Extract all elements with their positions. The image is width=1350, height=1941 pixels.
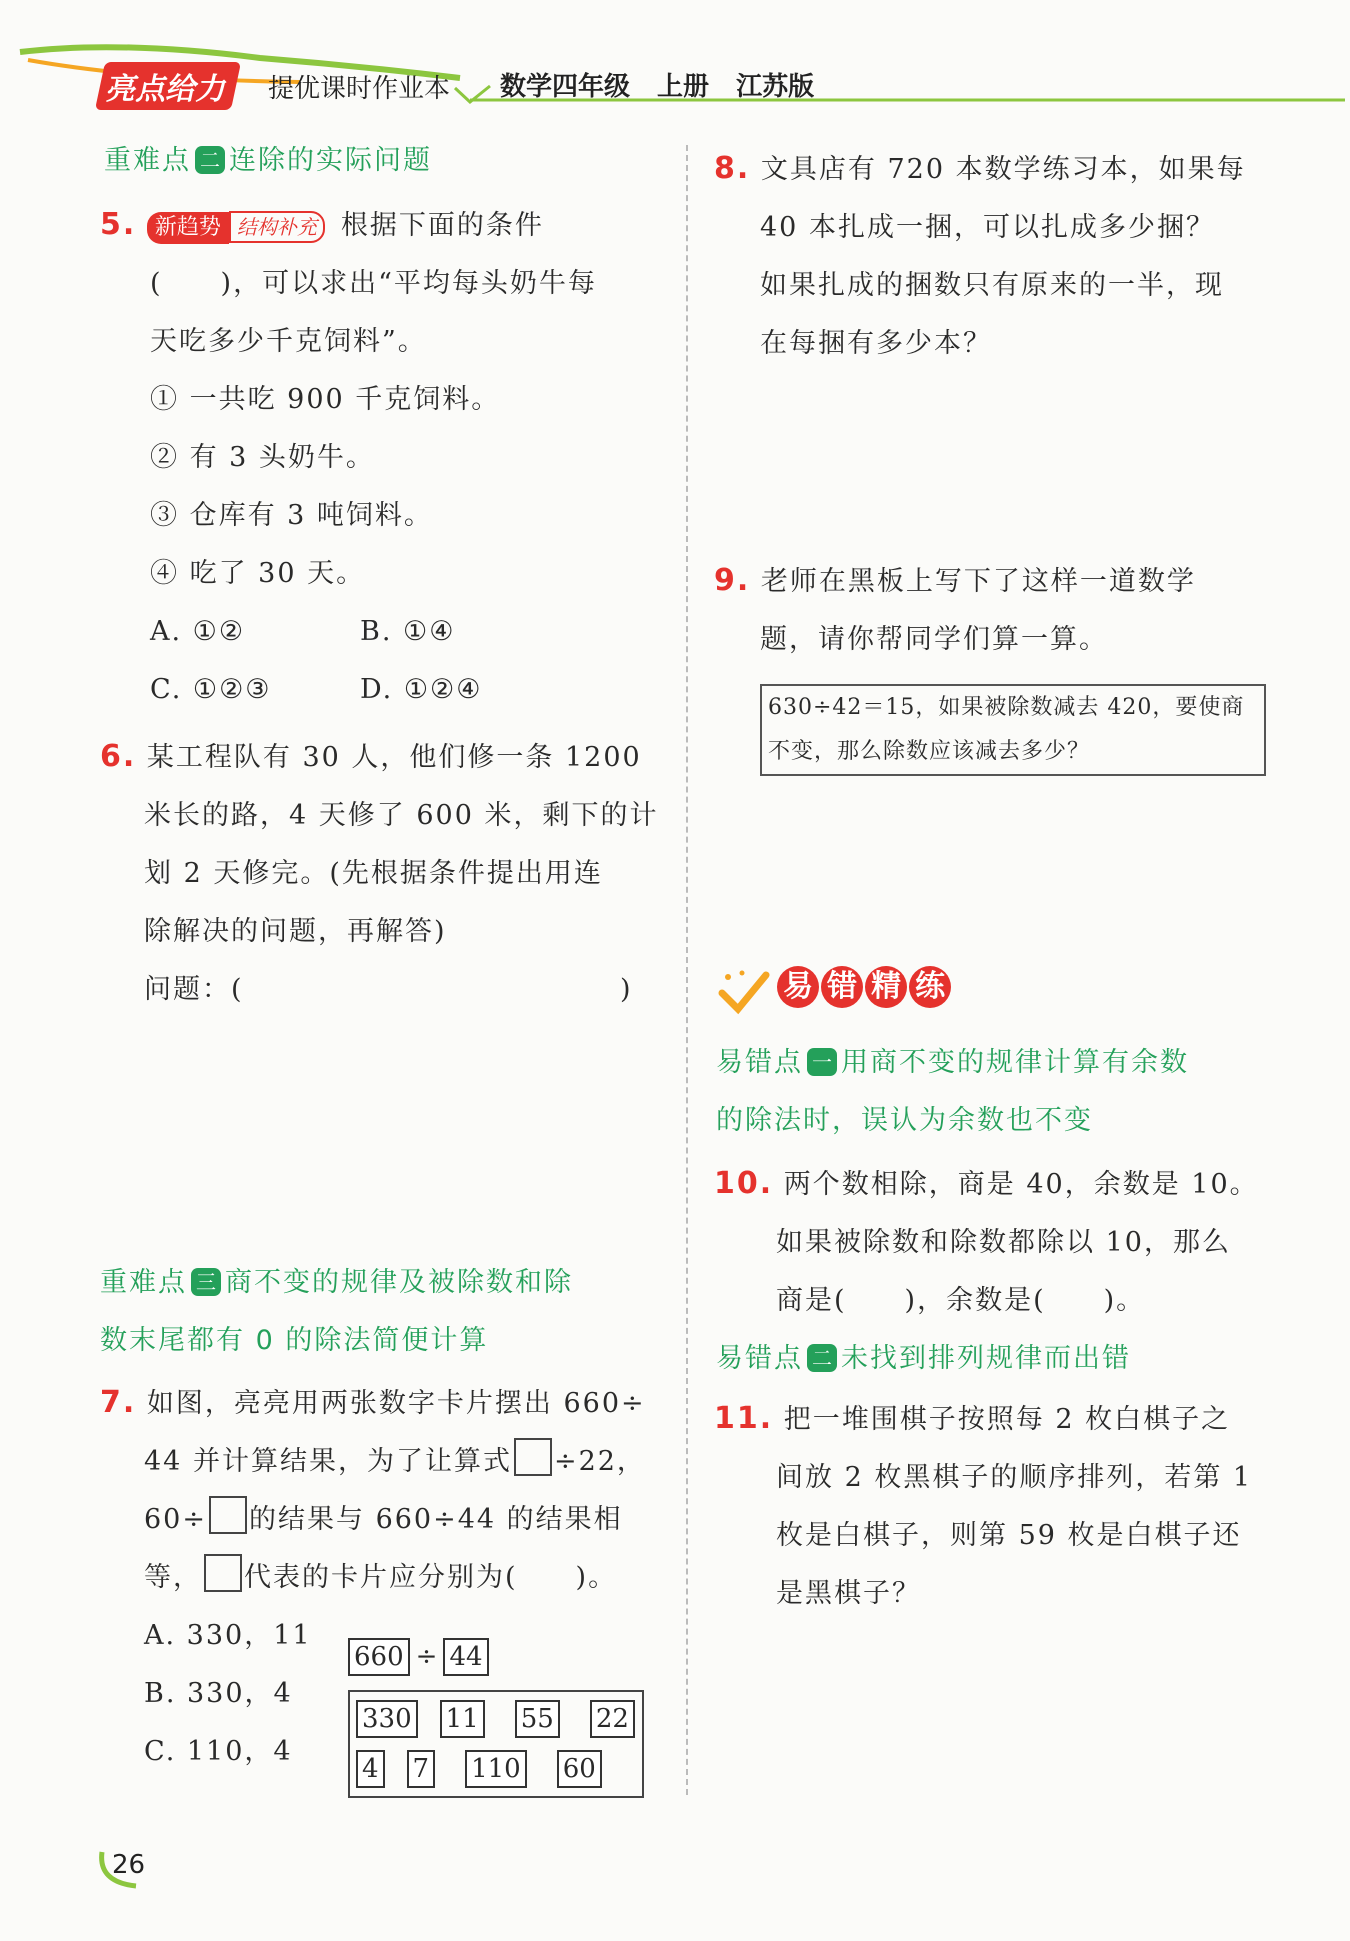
book-subtitle: 提优课时作业本 — [268, 74, 451, 104]
problem-box — [760, 684, 1266, 776]
error-practice-heading — [716, 966, 953, 1017]
section-number-badge: 二 — [195, 146, 225, 174]
question-text: 在每捆有多少本？ — [760, 328, 992, 359]
new-trend-badge: 新趋势 — [147, 212, 229, 244]
question-text: 60÷ — [144, 1504, 207, 1535]
section-heading-3 — [100, 1254, 660, 1370]
section-number-badge: 二 — [807, 1344, 837, 1372]
option-b[interactable]: B. ①④ — [360, 616, 456, 647]
question-prompt: 问题：( — [144, 974, 244, 1005]
option-c[interactable]: C. ①②③ — [150, 674, 272, 705]
number-card[interactable]: 7 — [407, 1750, 436, 1788]
card-row — [356, 1750, 608, 1788]
number-card: 660 — [348, 1638, 410, 1676]
question-11 — [714, 1390, 1294, 1623]
question-number: 7. — [100, 1385, 137, 1420]
question-text: 40 本扎成一捆，可以扎成多少捆？ — [760, 212, 1215, 243]
question-text: 代表的卡片应分别为( )。 — [244, 1562, 618, 1593]
condition-item: ② 有 3 头奶牛。 — [150, 442, 375, 473]
option-a[interactable]: A. ①② — [150, 616, 246, 647]
question-5 — [100, 196, 660, 719]
question-number: 10. — [714, 1166, 774, 1201]
question-text: 除解决的问题，再解答) — [144, 916, 447, 947]
section-title: 未找到排列规律而出错 — [841, 1343, 1131, 1374]
condition-item: ④ 吃了 30 天。 — [150, 558, 366, 589]
option-a[interactable]: A. 330，11 — [144, 1620, 312, 1651]
number-card[interactable]: 110 — [465, 1750, 527, 1788]
checkmark-sparkle-icon — [716, 967, 772, 1017]
question-number: 9. — [714, 563, 751, 598]
section-label: 易错点 — [716, 1047, 803, 1078]
answer-blank-end: ) — [620, 974, 633, 1005]
question-text: 的结果与 660÷44 的结果相 — [248, 1504, 623, 1535]
option-d[interactable]: D. ①②④ — [360, 674, 483, 705]
section-title: 商不变的规律及被除数和除 — [225, 1267, 573, 1298]
question-text: 某工程队有 30 人，他们修一条 1200 — [146, 742, 642, 773]
error-point-1-heading — [716, 1034, 1276, 1150]
question-text: ( )，可以求出“平均每头奶牛每 — [150, 268, 597, 299]
column-divider — [686, 145, 688, 1795]
blank-box[interactable] — [209, 1496, 247, 1534]
problem-text: 不变，那么除数应该减去多少？ — [768, 739, 1091, 764]
number-card[interactable]: 4 — [356, 1750, 385, 1788]
section-label: 重难点 — [100, 1267, 187, 1298]
question-number: 6. — [100, 739, 137, 774]
number-card[interactable]: 330 — [356, 1700, 418, 1738]
error-practice-title: 易 错 精 练 — [777, 969, 953, 1004]
question-9 — [714, 552, 1274, 669]
page-number: 26 — [112, 1850, 146, 1880]
condition-item: ① 一共吃 900 千克饲料。 — [150, 384, 501, 415]
divide-sign: ÷ — [415, 1642, 438, 1672]
question-text: 如果扎成的捆数只有原来的一半，现 — [760, 270, 1224, 301]
section-heading-2 — [104, 132, 432, 190]
question-text: 如图，亮亮用两张数字卡片摆出 660÷ — [146, 1388, 646, 1419]
blank-box[interactable] — [514, 1438, 552, 1476]
question-number: 8. — [714, 151, 751, 186]
question-number: 11. — [714, 1401, 774, 1436]
question-number: 5. — [100, 207, 137, 242]
question-text: 把一堆围棋子按照每 2 枚白棋子之 — [783, 1404, 1231, 1435]
question-text: 老师在黑板上写下了这样一道数学 — [760, 566, 1196, 597]
question-8 — [714, 140, 1274, 373]
question-text: 两个数相除，商是 40，余数是 10。 — [783, 1169, 1259, 1200]
section-number-badge: 一 — [807, 1048, 837, 1076]
section-title: 的除法时，误认为余数也不变 — [716, 1105, 1093, 1136]
section-label: 易错点 — [716, 1343, 803, 1374]
card-pool — [348, 1690, 644, 1798]
condition-item: ③ 仓库有 3 吨饲料。 — [150, 500, 433, 531]
question-text: 文具店有 720 本数学练习本，如果每 — [760, 154, 1246, 185]
question-text: ÷22， — [553, 1446, 646, 1477]
number-card[interactable]: 11 — [440, 1700, 485, 1738]
equation-cards — [348, 1638, 495, 1676]
brand-logo: 亮点给力 — [95, 62, 241, 110]
section-title: 数末尾都有 0 的除法简便计算 — [100, 1325, 489, 1356]
page-header — [0, 0, 1350, 125]
number-card[interactable]: 22 — [590, 1700, 635, 1738]
question-text: 根据下面的条件 — [340, 210, 544, 241]
card-row — [356, 1700, 641, 1738]
question-text: 米长的路，4 天修了 600 米，剩下的计 — [144, 800, 659, 831]
question-text: 划 2 天修完。(先根据条件提出用连 — [144, 858, 603, 889]
section-label: 重难点 — [104, 145, 191, 176]
blank-box[interactable] — [204, 1554, 242, 1592]
section-number-badge: 三 — [191, 1268, 221, 1296]
question-text: 如果被除数和除数都除以 10，那么 — [776, 1227, 1231, 1258]
grade-info: 数学四年级 上册 江苏版 — [500, 72, 815, 102]
question-text: 是黑棋子？ — [776, 1578, 921, 1609]
option-c[interactable]: C. 110，4 — [144, 1736, 293, 1767]
question-6 — [100, 728, 660, 1019]
question-text: 天吃多少千克饲料”。 — [150, 326, 427, 357]
question-text: 等， — [144, 1562, 202, 1593]
question-10 — [714, 1155, 1294, 1330]
section-title: 用商不变的规律计算有余数 — [841, 1047, 1189, 1078]
question-text: 题，请你帮同学们算一算。 — [760, 624, 1108, 655]
section-title: 连除的实际问题 — [229, 145, 432, 176]
structure-badge: 结构补充 — [229, 211, 325, 243]
question-text: 枚是白棋子，则第 59 枚是白棋子还 — [776, 1520, 1242, 1551]
number-card[interactable]: 55 — [515, 1700, 560, 1738]
number-card: 44 — [443, 1638, 488, 1676]
number-card[interactable]: 60 — [557, 1750, 602, 1788]
question-text: 商是( )，余数是( )。 — [776, 1285, 1146, 1316]
question-text: 间放 2 枚黑棋子的顺序排列，若第 1 — [776, 1462, 1253, 1493]
error-point-2-heading — [716, 1330, 1276, 1388]
option-b[interactable]: B. 330，4 — [144, 1678, 293, 1709]
problem-text: 630÷42＝15，如果被除数减去 420，要使商 — [768, 695, 1245, 720]
question-text: 44 并计算结果，为了让算式 — [144, 1446, 512, 1477]
